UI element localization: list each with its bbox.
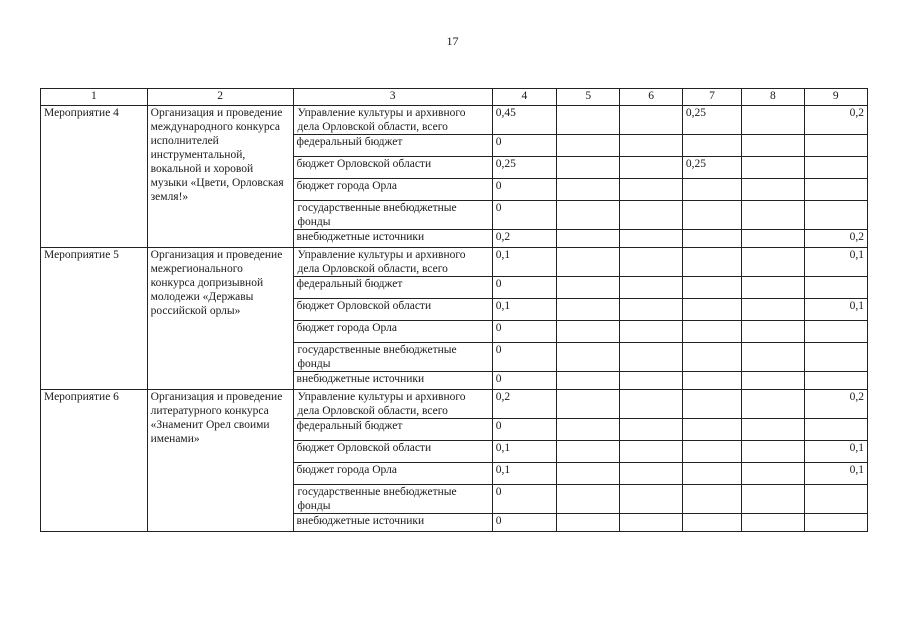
- value-cell-4: 0: [492, 485, 556, 514]
- event-id-cell: Мероприятие 5: [41, 248, 148, 390]
- value-cell-5: [557, 372, 620, 390]
- value-cell-7: [682, 248, 741, 277]
- value-cell-6: [620, 372, 682, 390]
- value-cell-7: [682, 343, 741, 372]
- value-cell-9: 0,2: [804, 390, 867, 419]
- value-cell-7: [682, 441, 741, 463]
- value-cell-5: [557, 230, 620, 248]
- value-cell-8: [742, 485, 804, 514]
- funding-source-cell: бюджет Орловской области: [293, 157, 492, 179]
- value-cell-7: [682, 390, 741, 419]
- funding-source-cell: федеральный бюджет: [293, 135, 492, 157]
- value-cell-4: 0: [492, 321, 556, 343]
- value-cell-5: [557, 485, 620, 514]
- event-id-cell: Мероприятие 4: [41, 106, 148, 248]
- value-cell-6: [620, 201, 682, 230]
- event-title-cell: Организация и проведение международного конкурса исполнителей инструментальной, вокальной и хоровой музыки «Цвети, Орловская земля!»: [147, 106, 293, 248]
- header-cell: 1: [41, 89, 148, 106]
- value-cell-8: [742, 372, 804, 390]
- value-cell-8: [742, 157, 804, 179]
- funding-source-cell: внебюджетные источники: [293, 372, 492, 390]
- value-cell-8: [742, 441, 804, 463]
- value-cell-6: [620, 230, 682, 248]
- value-cell-5: [557, 343, 620, 372]
- value-cell-7: [682, 372, 741, 390]
- table-row: [41, 248, 868, 277]
- value-cell-4: 0,1: [492, 248, 556, 277]
- value-cell-7: 0,25: [682, 157, 741, 179]
- value-cell-7: [682, 230, 741, 248]
- value-cell-8: [742, 277, 804, 299]
- value-cell-4: 0,25: [492, 157, 556, 179]
- value-cell-4: 0: [492, 372, 556, 390]
- funding-source-cell: государственные внебюджетные фонды: [293, 201, 492, 230]
- value-cell-5: [557, 419, 620, 441]
- header-cell: 2: [147, 89, 293, 106]
- value-cell-5: [557, 106, 620, 135]
- event-id-cell: Мероприятие 6: [41, 390, 148, 532]
- header-cell: 5: [557, 89, 620, 106]
- table-row: [41, 106, 868, 135]
- value-cell-9: [804, 321, 867, 343]
- value-cell-8: [742, 390, 804, 419]
- value-cell-4: 0,2: [492, 230, 556, 248]
- value-cell-9: [804, 343, 867, 372]
- funding-source-cell: бюджет города Орла: [293, 463, 492, 485]
- value-cell-7: [682, 277, 741, 299]
- value-cell-7: [682, 321, 741, 343]
- value-cell-6: [620, 321, 682, 343]
- value-cell-6: [620, 157, 682, 179]
- value-cell-4: 0: [492, 514, 556, 532]
- value-cell-8: [742, 343, 804, 372]
- value-cell-4: 0: [492, 135, 556, 157]
- value-cell-8: [742, 321, 804, 343]
- value-cell-5: [557, 277, 620, 299]
- value-cell-6: [620, 343, 682, 372]
- header-cell: 4: [492, 89, 556, 106]
- value-cell-7: [682, 485, 741, 514]
- value-cell-5: [557, 514, 620, 532]
- value-cell-6: [620, 390, 682, 419]
- value-cell-8: [742, 106, 804, 135]
- value-cell-6: [620, 299, 682, 321]
- event-title-cell: Организация и проведение межрегионального конкурса допризывной молодежи «Державы российской орлы»: [147, 248, 293, 390]
- value-cell-5: [557, 321, 620, 343]
- funding-source-cell: Управление культуры и архивного дела Орловской области, всего: [293, 106, 492, 135]
- funding-source-cell: федеральный бюджет: [293, 419, 492, 441]
- value-cell-5: [557, 463, 620, 485]
- value-cell-6: [620, 463, 682, 485]
- value-cell-9: [804, 135, 867, 157]
- value-cell-6: [620, 485, 682, 514]
- funding-source-cell: Управление культуры и архивного дела Орловской области, всего: [293, 248, 492, 277]
- page-number: 17: [446, 34, 459, 48]
- table-row: [41, 390, 868, 419]
- funding-source-cell: внебюджетные источники: [293, 514, 492, 532]
- value-cell-9: [804, 485, 867, 514]
- value-cell-5: [557, 390, 620, 419]
- value-cell-5: [557, 157, 620, 179]
- value-cell-5: [557, 299, 620, 321]
- value-cell-7: 0,25: [682, 106, 741, 135]
- header-cell: 6: [620, 89, 682, 106]
- value-cell-6: [620, 277, 682, 299]
- value-cell-8: [742, 248, 804, 277]
- value-cell-9: 0,2: [804, 230, 867, 248]
- value-cell-6: [620, 441, 682, 463]
- value-cell-6: [620, 514, 682, 532]
- value-cell-8: [742, 230, 804, 248]
- value-cell-6: [620, 419, 682, 441]
- value-cell-5: [557, 135, 620, 157]
- budget-table: [40, 88, 868, 532]
- value-cell-7: [682, 299, 741, 321]
- value-cell-5: [557, 201, 620, 230]
- value-cell-4: 0,2: [492, 390, 556, 419]
- value-cell-5: [557, 248, 620, 277]
- value-cell-4: 0,1: [492, 463, 556, 485]
- value-cell-8: [742, 135, 804, 157]
- value-cell-9: 0,1: [804, 248, 867, 277]
- value-cell-4: 0,45: [492, 106, 556, 135]
- value-cell-4: 0: [492, 419, 556, 441]
- value-cell-4: 0: [492, 277, 556, 299]
- value-cell-8: [742, 179, 804, 201]
- funding-source-cell: бюджет города Орла: [293, 179, 492, 201]
- value-cell-8: [742, 201, 804, 230]
- value-cell-9: [804, 157, 867, 179]
- value-cell-9: [804, 372, 867, 390]
- value-cell-9: [804, 419, 867, 441]
- value-cell-7: [682, 135, 741, 157]
- value-cell-9: [804, 514, 867, 532]
- value-cell-8: [742, 514, 804, 532]
- value-cell-6: [620, 179, 682, 201]
- funding-source-cell: федеральный бюджет: [293, 277, 492, 299]
- value-cell-4: 0: [492, 343, 556, 372]
- header-row: [41, 89, 868, 106]
- value-cell-9: [804, 277, 867, 299]
- value-cell-9: [804, 201, 867, 230]
- funding-source-cell: бюджет города Орла: [293, 321, 492, 343]
- value-cell-9: 0,2: [804, 106, 867, 135]
- header-cell: 7: [682, 89, 741, 106]
- funding-source-cell: государственные внебюджетные фонды: [293, 343, 492, 372]
- funding-source-cell: бюджет Орловской области: [293, 299, 492, 321]
- value-cell-4: 0,1: [492, 299, 556, 321]
- value-cell-4: 0,1: [492, 441, 556, 463]
- value-cell-7: [682, 419, 741, 441]
- funding-source-cell: государственные внебюджетные фонды: [293, 485, 492, 514]
- value-cell-8: [742, 419, 804, 441]
- value-cell-7: [682, 514, 741, 532]
- header-cell: 9: [804, 89, 867, 106]
- value-cell-9: 0,1: [804, 441, 867, 463]
- funding-source-cell: внебюджетные источники: [293, 230, 492, 248]
- value-cell-7: [682, 463, 741, 485]
- value-cell-8: [742, 299, 804, 321]
- value-cell-7: [682, 179, 741, 201]
- header-cell: 8: [742, 89, 804, 106]
- value-cell-6: [620, 248, 682, 277]
- event-title-cell: Организация и проведение литературного конкурса «Знаменит Орел своими именами»: [147, 390, 293, 532]
- value-cell-4: 0: [492, 201, 556, 230]
- value-cell-9: 0,1: [804, 299, 867, 321]
- value-cell-6: [620, 135, 682, 157]
- value-cell-9: 0,1: [804, 463, 867, 485]
- value-cell-9: [804, 179, 867, 201]
- value-cell-8: [742, 463, 804, 485]
- value-cell-5: [557, 179, 620, 201]
- value-cell-5: [557, 441, 620, 463]
- funding-source-cell: Управление культуры и архивного дела Орловской области, всего: [293, 390, 492, 419]
- value-cell-7: [682, 201, 741, 230]
- header-cell: 3: [293, 89, 492, 106]
- value-cell-6: [620, 106, 682, 135]
- value-cell-4: 0: [492, 179, 556, 201]
- funding-source-cell: бюджет Орловской области: [293, 441, 492, 463]
